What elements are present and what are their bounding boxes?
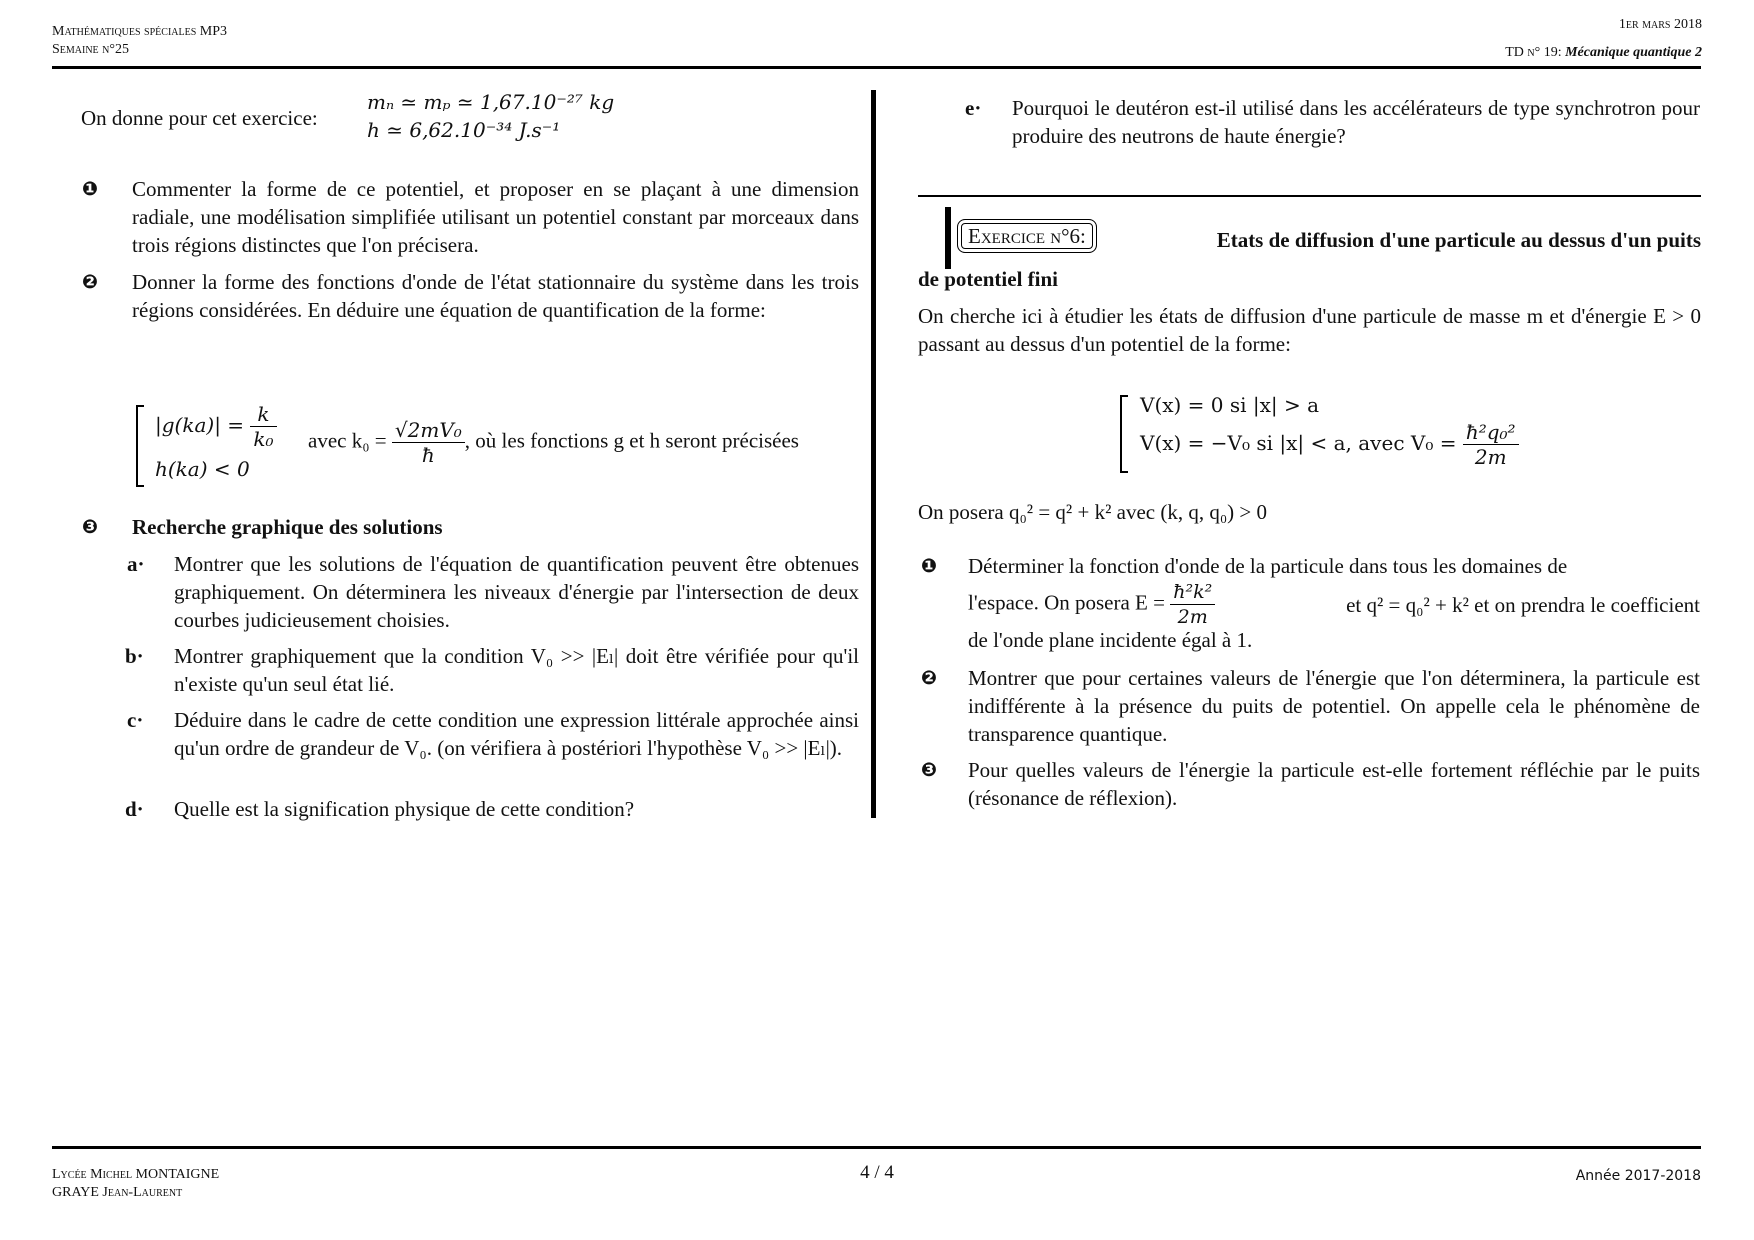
sub-label-e: e·: [965, 96, 982, 120]
given-intro: On donne pour cet exercice:: [81, 106, 318, 130]
column-separator: [871, 90, 876, 818]
question-r1-line-2: [968, 580, 1700, 629]
question-r1-line-1: Déterminer la fonction d'onde de la particule dans tous les domaines de: [968, 554, 1568, 578]
question-3c: Déduire dans le cadre de cette condition une expression littérale approchée ainsi qu'un ordre de grandeur de V₀. (on vérifiera à postériori l'hypothèse V₀ >> |Eₗ|).: [174, 708, 859, 760]
energy-num: ħ²k²: [1170, 580, 1215, 605]
exercise-title-1: Etats de diffusion d'une particule au dessus d'un puits: [1216, 228, 1701, 252]
bullet-r1: ❶: [921, 555, 938, 577]
bullet-r3: ❸: [921, 759, 938, 781]
equation-g-num: k: [250, 402, 276, 427]
header-date: 1er mars 2018: [1618, 17, 1702, 32]
header-week: Semaine n°25: [52, 42, 129, 57]
bullet-3: ❸: [82, 516, 99, 538]
potential-bracket: [1120, 395, 1128, 473]
potential-den: 2m: [1474, 445, 1507, 469]
given-planck: h ≃ 6,62.10⁻³⁴ J.s⁻¹: [367, 118, 561, 142]
footer-year: Année 2017-2018: [1575, 1168, 1701, 1184]
equation-g: [155, 402, 277, 451]
question-2: Donner la forme des fonctions d'onde de l'état stationnaire du système dans les trois régions considérées. En déduire une équation de quantification de la forme:: [132, 270, 859, 322]
bullet-1: ❶: [82, 178, 99, 200]
header-rule: [52, 66, 1701, 69]
equation-h: h(ka) < 0: [155, 457, 250, 481]
exercise-label: Exercice n°6:: [957, 219, 1097, 253]
question-1: Commenter la forme de ce potentiel, et proposer en se plaçant à une dimension radiale, une modélisation simplifiée utilisant un potentiel constant par morceaux dans trois régions distinctes que l'on précisera.: [132, 177, 859, 257]
equation-k0-tail: , où les fonctions g et h seront précisées: [464, 428, 799, 453]
exercise-intro: On cherche ici à étudier les états de diffusion d'une particule de masse m et d'énergie E > 0 passant au dessus d'un potentiel de la forme:: [918, 304, 1701, 356]
question-3b: Montrer graphiquement que la condition V₀ >> |Eₗ| doit être vérifiée pour qu'il n'existe qu'un seul état lié.: [174, 644, 859, 696]
header-course: Mathématiques spéciales MP3: [52, 24, 228, 39]
question-r1-line-3: de l'onde plane incidente égal à 1.: [968, 628, 1253, 652]
energy-den: 2m: [1177, 606, 1208, 628]
question-r3: Pour quelles valeurs de l'énergie la particule est-elle fortement réfléchie par le puits (résonance de réflexion).: [968, 758, 1700, 810]
potential-num: ħ²q₀²: [1463, 420, 1519, 445]
exercise-title-2: de potentiel fini: [918, 267, 1058, 291]
potential-line-1: V(x) = 0 si |x| > a: [1140, 393, 1320, 417]
given-mass: mₙ ≃ mₚ ≃ 1,67.10⁻²⁷ kg: [367, 90, 615, 114]
sub-label-a: a·: [127, 552, 145, 576]
sub-label-c: c·: [127, 708, 144, 732]
question-r1-b: et q² = q₀² + k² et on prendra le coefficient: [1346, 592, 1700, 617]
header-td-number: TD n° 19:: [1505, 45, 1562, 60]
sub-label-b: b·: [125, 644, 144, 668]
equation-g-den: k₀: [253, 427, 274, 451]
question-3d: Quelle est la signification physique de cette condition?: [174, 797, 635, 821]
question-r1-a: l'espace. On posera E =: [968, 590, 1165, 615]
question-3e: Pourquoi le deutéron est-il utilisé dans les accélérateurs de type synchrotron pour produire des neutrons de haute énergie?: [1012, 96, 1700, 148]
exercise-side-bar: [945, 207, 951, 269]
equation-k0-avec: avec k₀ =: [308, 428, 387, 453]
equation-bracket: [136, 405, 144, 487]
equation-g-lhs: |g(ka)| =: [155, 413, 245, 437]
equation-k0: [308, 418, 799, 467]
footer-rule: [52, 1146, 1701, 1149]
bullet-r2: ❷: [921, 667, 938, 689]
potential-line-2: [1140, 420, 1519, 469]
potential-line-2-text: V(x) = −V₀ si |x| < a, avec V₀ =: [1140, 431, 1457, 455]
header-td-title: Mécanique quantique 2: [1565, 45, 1702, 60]
footer-school-text: Lycée Michel MONTAIGNE: [52, 1167, 220, 1182]
equation-k0-num: √2mV₀: [392, 418, 465, 443]
header-td: [1505, 44, 1702, 62]
posera-line: On posera q₀² = q² + k² avec (k, q, q₀) > 0: [918, 500, 1267, 524]
question-3a: Montrer que les solutions de l'équation de quantification peuvent être obtenues graphiquement. On déterminera les niveaux d'énergie par l'intersection de deux courbes judicieusement choisies.: [174, 552, 859, 632]
exercise-rule: [918, 195, 1701, 197]
footer-page: 4 / 4: [860, 1162, 894, 1183]
equation-k0-den: ħ: [421, 443, 435, 467]
question-3-title: Recherche graphique des solutions: [132, 515, 443, 539]
footer-author: GRAYE Jean-Laurent: [52, 1185, 183, 1200]
question-r2: Montrer que pour certaines valeurs de l'énergie que l'on déterminera, la particule est indifférente à la présence du puits de potentiel. On appelle cela le phénomène de transparence quantique.: [968, 666, 1700, 746]
sub-label-d: d·: [125, 797, 144, 821]
bullet-2: ❷: [82, 271, 99, 293]
